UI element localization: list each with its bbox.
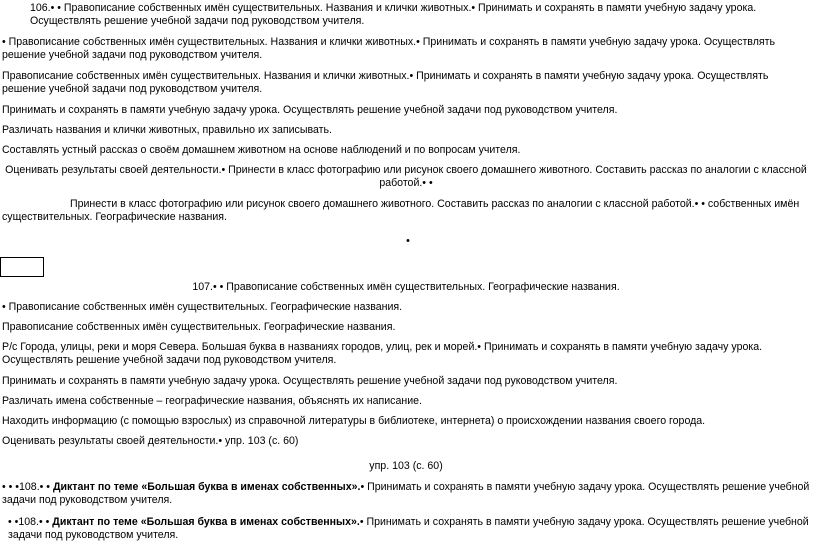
line-107-exercise: упр. 103 (с. 60) (369, 460, 443, 472)
line-108a-prefix: • • •108.• • (2, 481, 53, 493)
line-106-topic: Правописание собственных имён существительных. Названия и клички животных.• Принимать и сохранять в памяти учебную задачу урока. Осуществлять решение учебной задачи под руководством учителя. (2, 70, 769, 95)
line-108-dictation-b (8, 516, 810, 542)
line-108-dictation-a (2, 481, 810, 507)
line-107-title: 107.• • Правописание собственных имён существительных. Географические названия. (192, 281, 620, 293)
line-108a-topic: Диктант по теме «Большая буква в именах собственных». (52, 481, 361, 493)
line-107-find-info: Находить информацию (с помощью взрослых) из справочной литературы в библиотеке, интернета) о происхождении названия своего города. (2, 415, 706, 427)
line-107-topic: Правописание собственных имён существительных. Географические названия. (2, 321, 396, 333)
line-107-bullet: • Правописание собственных имён существительных. Географические названия. (2, 301, 403, 313)
line-106-title: 106.• • Правописание собственных имён существительных. Названия и клички животных.• Принимать и сохранять в памяти учебную задачу урока. Осуществлять решение учебной задачи под руководством учителя. (30, 2, 757, 27)
line-106-bullet: • Правописание собственных имён существительных. Названия и клички животных.• Принимать и сохранять в памяти учебную задачу урока. Осуществлять решение учебной задачи под руководством учителя. (2, 36, 775, 61)
line-106-homework: Принести в класс фотографию или рисунок своего домашнего животного. Составить рассказ по аналогии с классной работой.• • собственных имён существительных. Географические названия. (2, 198, 800, 223)
line-107-regional: Р/с Города, улицы, реки и моря Севера. Большая буква в названиях городов, улиц, рек и морей.• Принимать и сохранять в памяти учебную задачу урока. Осуществлять решение учебной задачи под руководством учителя. (2, 341, 763, 366)
line-106-task: Принимать и сохранять в памяти учебную задачу урока. Осуществлять решение учебной задачи под руководством учителя. (2, 104, 618, 116)
line-107-task: Принимать и сохранять в памяти учебную задачу урока. Осуществлять решение учебной задачи под руководством учителя. (2, 375, 618, 387)
line-108a-rest: • Принимать и сохранять в памяти учебную задачу урока. Осуществлять решение учебной задачи под руководством учителя. (2, 481, 810, 506)
line-106-distinguish: Различать названия и клички животных, правильно их записывать. (2, 124, 332, 136)
line-108b-rest: • Принимать и сохранять в памяти учебную задачу урока. Осуществлять решение учебной задачи под руководством учителя. (8, 516, 809, 541)
line-108b-prefix: • •108.• • (8, 516, 53, 528)
line-108b-topic: Диктант по теме «Большая буква в именах собственных». (52, 516, 360, 528)
line-106-evaluate: Оценивать результаты своей деятельности.• Принести в класс фотографию или рисунок своего домашнего животного. Составить рассказ по аналогии с классной работой.• • (5, 164, 807, 189)
empty-box (0, 257, 44, 277)
bullet-separator: • (406, 235, 410, 247)
line-107-evaluate: Оценивать результаты своей деятельности.• упр. 103 (с. 60) (2, 435, 299, 447)
line-106-story: Составлять устный рассказ о своём домашнем животном на основе наблюдений и по вопросам учителя. (2, 144, 521, 156)
line-107-distinguish: Различать имена собственные – географические названия, объяснять их написание. (2, 395, 422, 407)
